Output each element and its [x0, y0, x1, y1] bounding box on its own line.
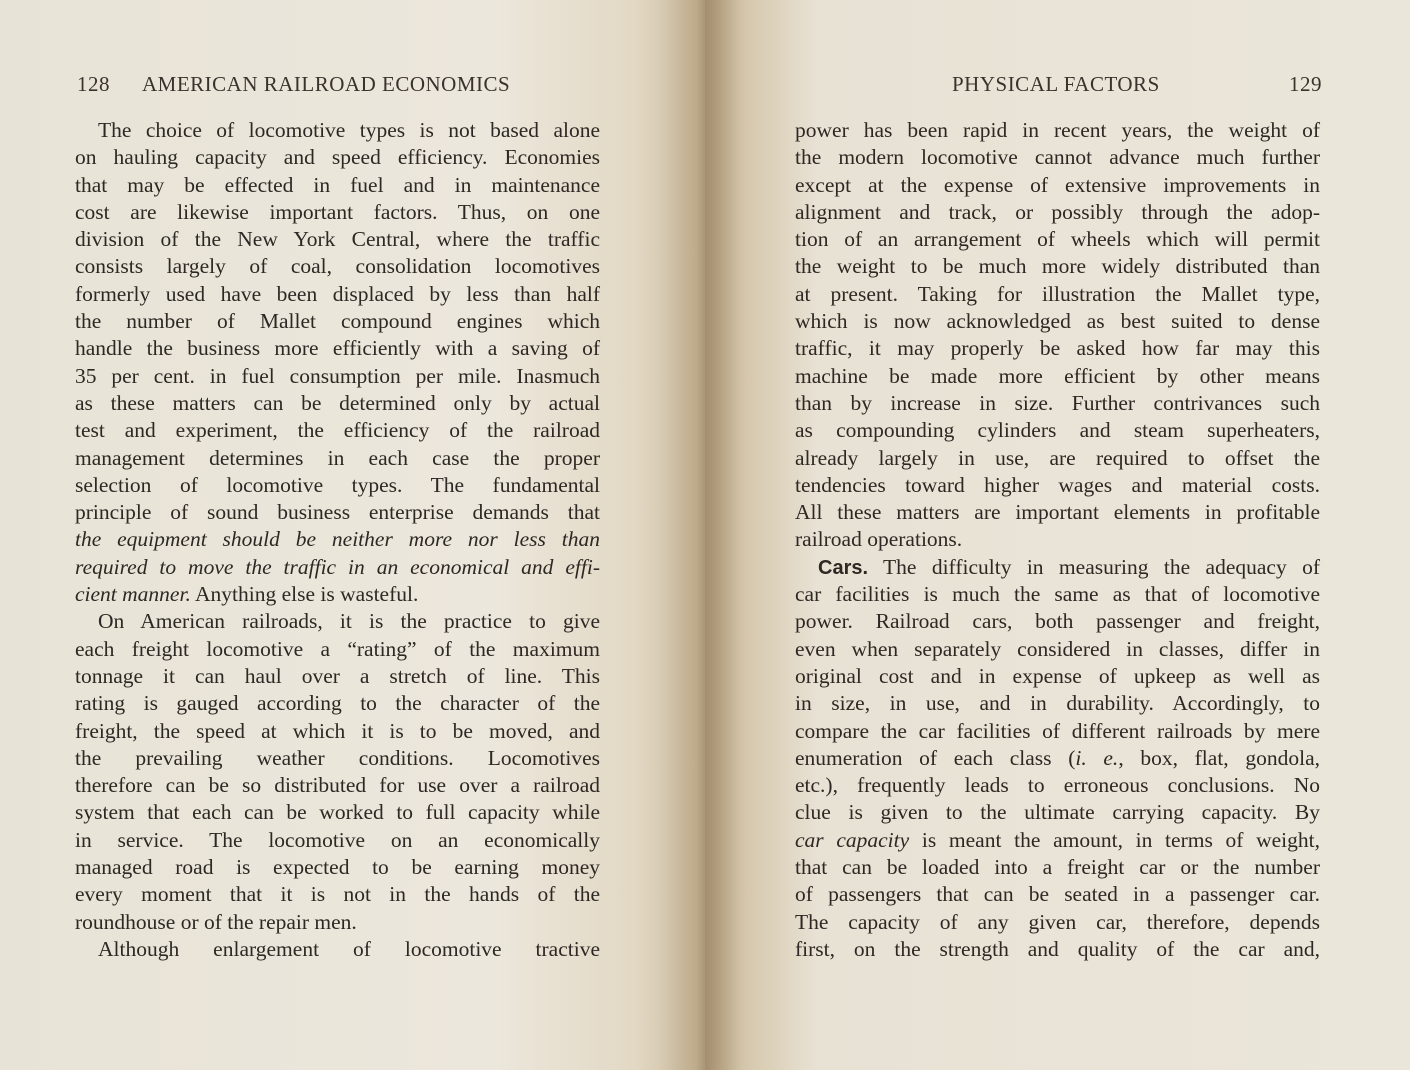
text-line: cost are likewise important factors. Thus, on one [75, 199, 600, 224]
text-line: therefore can be so distributed for use over a railroad [75, 773, 600, 798]
text-line: as these matters can be determined only by actual [75, 390, 600, 415]
italic-phrase: car capacity [795, 827, 910, 852]
text-line: already largely in use, are required to offset the [795, 445, 1320, 470]
text-span: is meant the amount, in terms of weight, [909, 827, 1320, 852]
text-line: On American railroads, it is the practice to give [98, 609, 600, 634]
text-line-italic: required to move the traffic in an economical and effi- [75, 554, 600, 579]
text-line: as compounding cylinders and steam superheaters, [795, 418, 1320, 443]
text-line: except at the expense of extensive improvements in [795, 172, 1320, 197]
italic-phrase: i. e. [1075, 745, 1119, 770]
text-line: that can be loaded into a freight car or the number [795, 855, 1320, 880]
right-running-head: PHYSICAL FACTORS [952, 72, 1160, 96]
text-line: formerly used have been displaced by less than half [75, 281, 600, 306]
text-line: Although enlargement of locomotive tractive [98, 936, 600, 961]
text-line: traffic, it may properly be asked how far may this [795, 336, 1320, 361]
right-body-text [795, 117, 1320, 963]
text-line: alignment and track, or possibly through the adop- [795, 199, 1320, 224]
text-span: , box, flat, gondola, [1118, 745, 1320, 770]
text-line: the weight to be much more widely distributed than [795, 254, 1320, 279]
text-line: selection of locomotive types. The fundamental [75, 472, 600, 497]
text-line-italic: the equipment should be neither more nor less than [75, 527, 600, 552]
text-line: 35 per cent. in fuel consumption per mile. Inasmuch [75, 363, 600, 388]
text-line: original cost and in expense of upkeep as well as [795, 663, 1320, 688]
section-heading-cars: Cars. [818, 556, 869, 579]
text-line [795, 745, 1320, 772]
text-line: in service. The locomotive on an economically [75, 827, 600, 852]
text-line [75, 581, 600, 608]
text-line: the prevailing weather conditions. Locomotives [75, 745, 600, 770]
text-span: Anything else is wasteful. [190, 582, 419, 607]
text-line: than by increase in size. Further contrivances such [795, 390, 1320, 415]
text-line: etc.), frequently leads to erroneous conclusions. No [795, 773, 1320, 798]
text-line: roundhouse or of the repair men. [75, 909, 357, 934]
text-line: even when separately considered in classes, differ in [795, 636, 1320, 661]
text-line: All these matters are important elements in profitable [795, 500, 1320, 525]
text-line: division of the New York Central, where the traffic [75, 227, 600, 252]
text-line [795, 554, 1320, 581]
text-line: at present. Taking for illustration the Mallet type, [795, 281, 1320, 306]
text-line: system that each can be worked to full capacity while [75, 800, 600, 825]
left-running-head: AMERICAN RAILROAD ECONOMICS [142, 72, 511, 96]
text-span: The difficulty in measuring the adequacy of [868, 554, 1320, 579]
text-line: the modern locomotive cannot advance much further [795, 145, 1320, 170]
text-line: test and experiment, the efficiency of the railroad [75, 418, 600, 443]
text-line: the number of Mallet compound engines which [75, 309, 600, 334]
text-line: freight, the speed at which it is to be moved, and [75, 718, 600, 743]
text-line: power has been rapid in recent years, the weight of [795, 118, 1320, 142]
text-line: consists largely of coal, consolidation locomotives [75, 254, 600, 279]
text-line: every moment that it is not in the hands of the [75, 882, 600, 907]
text-line: machine be made more efficient by other means [795, 363, 1320, 388]
text-line: rating is gauged according to the character of the [75, 691, 600, 716]
left-page-number: 128 [77, 72, 110, 96]
text-line: each freight locomotive a “rating” of the maximum [75, 636, 600, 661]
text-line: power. Railroad cars, both passenger and freight, [795, 609, 1320, 634]
left-body-text [75, 117, 600, 963]
book-gutter-shadow [660, 0, 740, 1070]
text-line: management determines in each case the proper [75, 445, 600, 470]
text-span: enumeration of each class ( [795, 745, 1076, 770]
text-line: in size, in use, and in durability. Accordingly, to [795, 691, 1320, 716]
text-line: that may be effected in fuel and in maintenance [75, 172, 600, 197]
text-line: tonnage it can haul over a stretch of line. This [75, 663, 600, 688]
text-line: railroad operations. [795, 527, 963, 552]
text-line: on hauling capacity and speed efficiency. Economies [75, 145, 600, 170]
right-page [705, 0, 1410, 1070]
text-line: tion of an arrangement of wheels which will permit [795, 227, 1320, 252]
text-line: clue is given to the ultimate carrying capacity. By [795, 800, 1320, 825]
text-line: compare the car facilities of different railroads by mere [795, 718, 1320, 743]
text-line: The choice of locomotive types is not based alone [98, 118, 600, 142]
text-line: of passengers that can be seated in a passenger car. [795, 882, 1320, 907]
text-line: handle the business more efficiently with a saving of [75, 336, 600, 361]
text-line: The capacity of any given car, therefore, depends [795, 909, 1320, 934]
text-line: principle of sound business enterprise demands that [75, 500, 600, 525]
right-page-number: 129 [1289, 72, 1322, 96]
text-line: car facilities is much the same as that of locomotive [795, 582, 1320, 607]
text-line: which is now acknowledged as best suited to dense [795, 309, 1320, 334]
italic-phrase: cient manner. [75, 582, 191, 607]
text-line [795, 827, 1320, 854]
text-line: tendencies toward higher wages and material costs. [795, 472, 1320, 497]
text-line: managed road is expected to be earning money [75, 855, 600, 880]
text-line: first, on the strength and quality of the car and, [795, 936, 1320, 961]
